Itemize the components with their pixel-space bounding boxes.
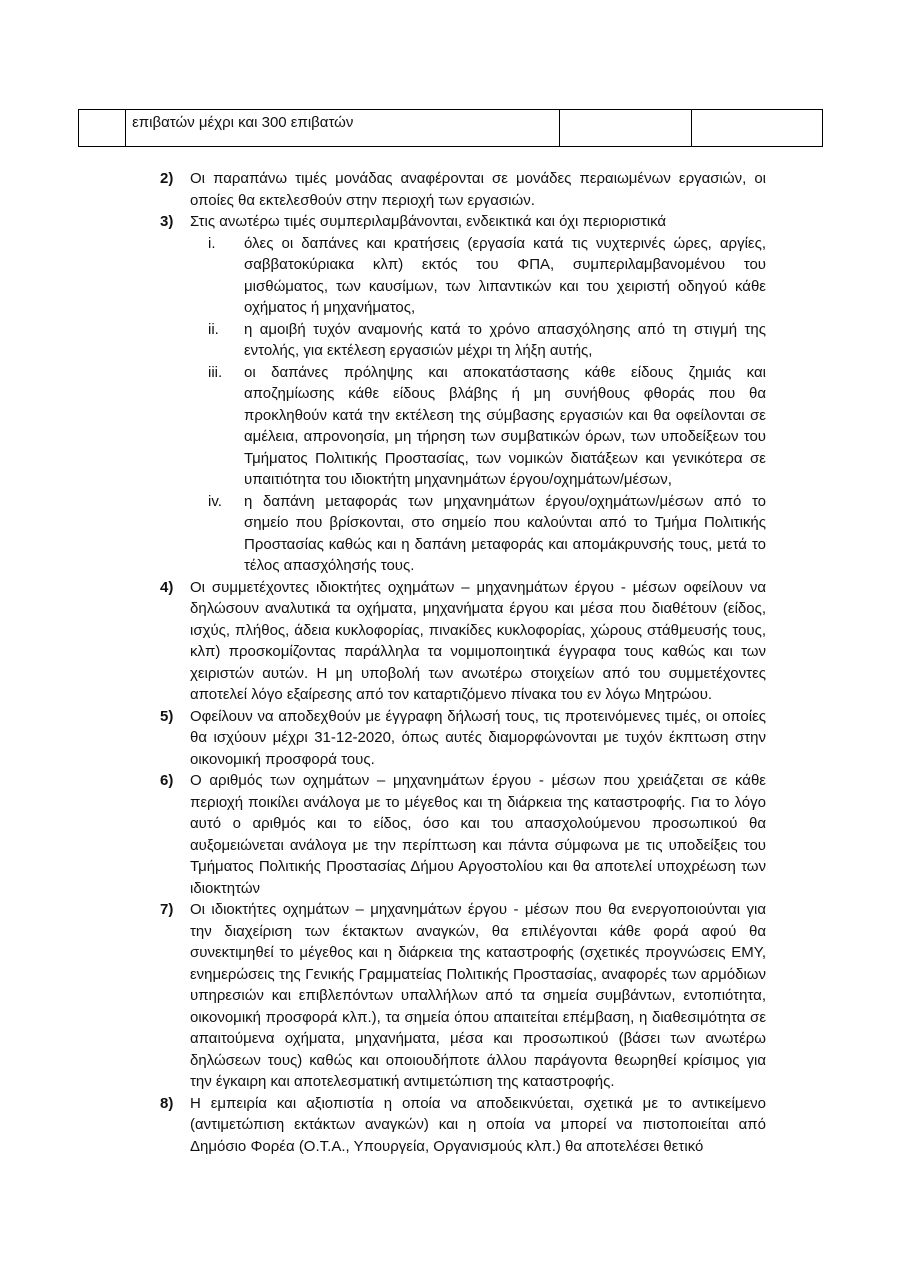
- list-text: Ο αριθμός των οχημάτων – μηχανημάτων έργου - μέσων που χρειάζεται σε κάθε περιοχή ποικίλει ανάλογα με το μέγεθος και τη διάρκεια της καταστροφής. Για το λόγο αυτό ο αριθμός και το είδος, όσο και του απασχολούμενου προσωπικού θα αυξομειώνεται ανάλογα με την περίπτωση και πάντα σύμφωνα με τις υποδείξεις του Τμήματος Πολιτικής Προστασίας Δήμου Αργοστολίου και θα αποτελεί υποχρέωση των ιδιοκτητών: [190, 772, 766, 897]
- list-item-2: [160, 168, 766, 211]
- table-cell-index: [79, 110, 126, 147]
- sub-text: οι δαπάνες πρόληψης και αποκατάστασης κάθε είδους ζημιάς και αποζημίωσης κάθε είδους βλάβης ή μη συνήθους φθοράς που θα προκληθούν κατά την εκτέλεση της σύμβασης εργασιών και θα οφείλονται σε αμέλεια, απρονοησία, μη τήρηση των συμβατικών όρων, των υποδείξεων του Τμήματος Πολιτικής Προστασίας, των νομικών διατάξεων και γενικότερα σε υπαιτιότητα του ιδιοκτήτη μηχανημάτων έργου/οχημάτων/μέσων,: [244, 363, 766, 488]
- sub-number: i.: [208, 234, 216, 252]
- table-cell-total: [691, 110, 822, 147]
- list-text: Οι συμμετέχοντες ιδιοκτήτες οχημάτων – μηχανημάτων έργου - μέσων οφείλουν να δηλώσουν αναλυτικά τα οχήματα, μηχανήματα έργου και μέσα που διαθέτουν (είδος, ισχύς, πλήθος, άδεια κυκλοφορίας, πινακίδες κυκλοφορίας, χώρους στάθμευσής τους, κλπ) προσκομίζοντας παράλληλα τα νομιμοποιητικά έγγραφα τους καθώς και των χειριστών αυτών. Η μη υποβολή των ανωτέρω στοιχείων από του συμμετέχοντες αποτελεί λόγο εξαίρεσης από τον καταρτιζόμενο πίνακα του εν λόγω Μητρώου.: [190, 578, 766, 703]
- list-number: 7): [160, 901, 174, 918]
- sub-text: η αμοιβή τυχόν αναμονής κατά το χρόνο απασχόλησης από τη στιγμή της εντολής, για εκτέλεση εργασιών μέχρι τη λήξη αυτής,: [244, 320, 766, 359]
- list-number: 3): [160, 213, 174, 230]
- list-number: 4): [160, 578, 174, 596]
- list-number: 6): [160, 772, 174, 789]
- sub-number: iii.: [208, 363, 223, 381]
- sub-text: όλες οι δαπάνες και κρατήσεις (εργασία κατά τις νυχτερινές ώρες, αργίες, σαββατοκύριακα κλπ) εκτός του ΦΠΑ, συμπεριλαμβανομένου του μισθώματος, των καυσίμων, των λιπαντικών και του χειριστή οδηγού κάθε οχήματος ή μηχανήματος,: [244, 234, 766, 316]
- sub-text: η δαπάνη μεταφοράς των μηχανημάτων έργου/οχημάτων/μέσων από το σημείο που βρίσκονται, στο σημείο που καλούνται από το Τμήμα Πολιτικής Προστασίας καθώς και η δαπάνη μεταφοράς και απομάκρυνσής τους, μετά το τέλος απασχόλησής τους.: [244, 492, 766, 574]
- sub-item-iii: [190, 362, 766, 491]
- list-intro-text: Στις ανωτέρω τιμές συμπεριλαμβάνονται, ενδεικτικά και όχι περιοριστικά: [190, 213, 667, 230]
- table-cell-description: επιβατών μέχρι και 300 επιβατών: [126, 110, 560, 147]
- list-text: Οι παραπάνω τιμές μονάδας αναφέρονται σε μονάδες περαιωμένων εργασιών, οι οποίες θα εκτελεσθούν στην περιοχή των εργασιών.: [190, 170, 766, 209]
- sub-item-ii: [190, 319, 766, 362]
- list-item-8: [160, 1093, 766, 1158]
- sub-item-iv: [190, 491, 766, 577]
- list-text: Οι ιδιοκτήτες οχημάτων – μηχανημάτων έργου - μέσων που θα ενεργοποιούνται για την διαχείριση των έκτακτων αναγκών, θα επιλέγονται κάθε φορά αφού θα συνεκτιμηθεί το μέγεθος και η διάρκεια της καταστροφής (σχετικές προγνώσεις ΕΜΥ, ενημερώσεις της Γενικής Γραμματείας Πολιτικής Προστασίας, αναφορές των αρμόδιων υπηρεσιών και επιβλεπόντων υπαλλήλων από τα σημεία συμβάντων, εντοπιότητα, οικονομική προσφορά κλπ.), τα σημεία όπου απαιτείται επέμβαση, η διαθεσιμότητα σε απαιτούμενα οχήματα, μηχανήματα, μέσα και προσωπικού (βάσει των ανωτέρω δηλώσεων τους) καθώς και οποιουδήποτε άλλου παράγοντα θεωρηθεί κρίσιμος για την έγκαιρη και αποτελεσματική αντιμετώπιση της καταστροφής.: [190, 901, 766, 1090]
- list-item-7: [160, 899, 766, 1093]
- list-item-4: [160, 577, 766, 706]
- list-number: 5): [160, 707, 174, 725]
- list-item-5: [160, 706, 766, 771]
- sub-item-i: [190, 233, 766, 319]
- list-text: Η εμπειρία και αξιοπιστία η οποία να αποδεικνύεται, σχετικά με το αντικείμενο (αντιμετώπιση εκτάκτων αναγκών) και η οποία να μπορεί να πιστοποιείται από Δημόσιο Φορέα (Ο.Τ.Α., Υπουργεία, Οργανισμούς κλπ.) θα αποτελέσει θετικό: [190, 1094, 766, 1155]
- document-body: [160, 168, 766, 1157]
- sub-number: ii.: [208, 320, 219, 338]
- list-number: 2): [160, 170, 174, 187]
- table-row: [79, 110, 823, 147]
- list-item-3: [160, 211, 766, 577]
- price-table: [78, 109, 823, 147]
- list-number: 8): [160, 1094, 174, 1112]
- list-item-6: [160, 770, 766, 899]
- list-text: Οφείλουν να αποδεχθούν με έγγραφη δήλωσή τους, τις προτεινόμενες τιμές, οι οποίες θα ισχύουν μέχρι 31-12-2020, όπως αυτές διαμορφώνονται με τυχόν έκπτωση στην οικονομική προσφορά τους.: [190, 707, 766, 768]
- table-cell-unit-price: [560, 110, 691, 147]
- sub-number: iv.: [208, 492, 222, 510]
- list-text: [190, 211, 766, 577]
